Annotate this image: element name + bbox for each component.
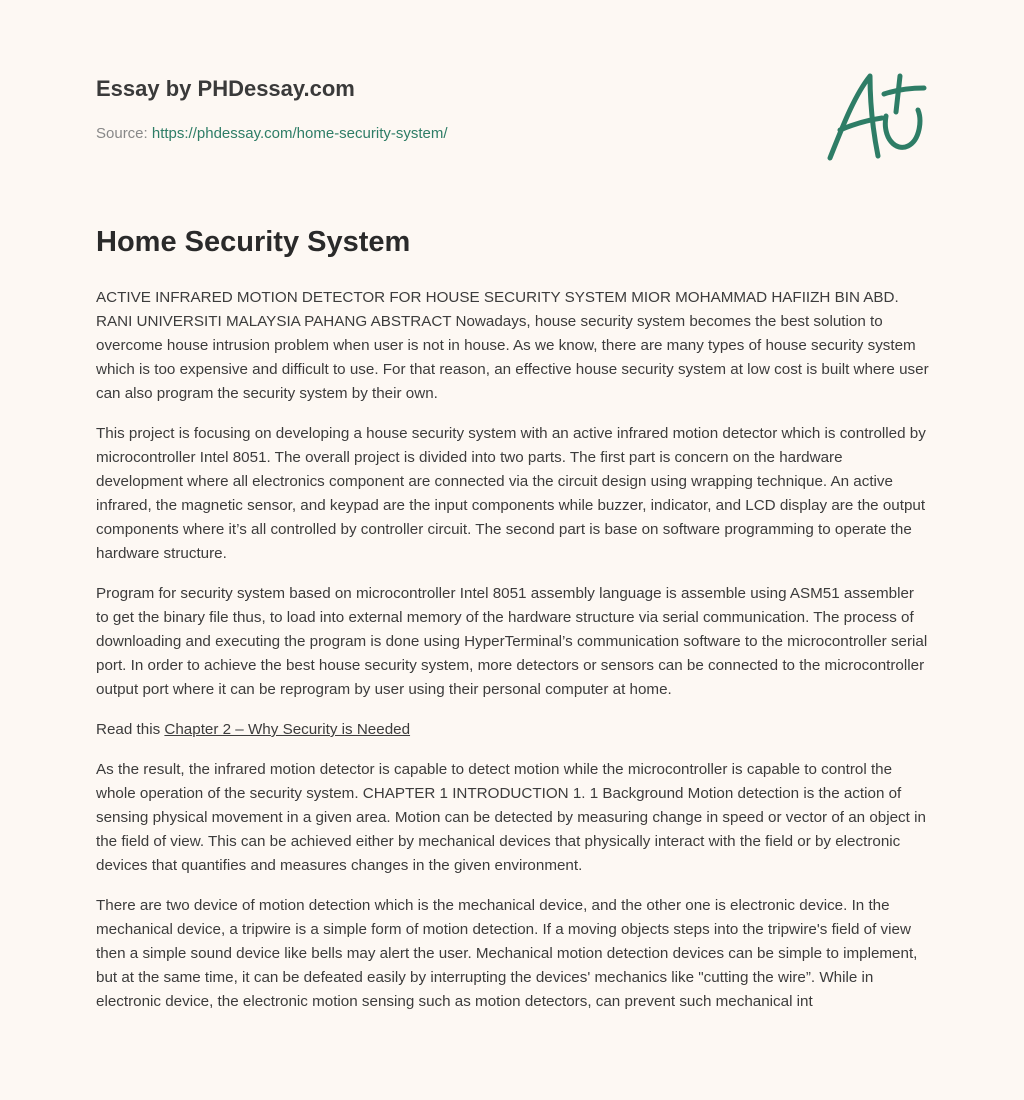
paragraph: Program for security system based on microcontroller Intel 8051 assembly language is assemble using ASM51 assembler to get the binary file thus, to load into external memory of the hardware structure via serial communication. The process of downloading and executing the program is done using HyperTerminal’s communication software to the microcontroller serial port. In order to achieve the best house security system, more detectors or sensors can be connected to the microcontroller output port where it can be reprogram by user using their personal computer at home. <box>96 585 928 698</box>
related-essay-link[interactable]: Chapter 2 – Why Security is Needed <box>164 721 411 738</box>
paragraph: There are two device of motion detection which is the mechanical device, and the other one is electronic device. In the mechanical device, a tripwire is a simple form of motion detection. If a moving objects steps into the tripwire's field of view then a simple sound device like bells may alert the user. Mechanical motion detection devices can be simple to implement, but at the same time, it can be defeated easily by interrupting the devices' mechanics like "cutting the wire”. While in electronic device, the electronic motion sensing such as motion detectors, can prevent such mechanical int <box>96 897 918 1010</box>
paragraph: This project is focusing on developing a house security system with an active infrared motion detector which is controlled by microcontroller Intel 8051. The overall project is divided into two parts. The first part is concern on the hardware development where all electronics component are connected via the circuit design using wrapping technique. An active infrared, the magnetic sensor, and keypad are the input components while buzzer, indicator, and LCD display are the output components where it’s all controlled by controller circuit. The second part is base on software programming to operate the hardware structure. <box>96 425 926 562</box>
read-this-line <box>96 718 930 742</box>
paragraph: As the result, the infrared motion detector is capable to detect motion while the microcontroller is capable to control the whole operation of the security system. CHAPTER 1 INTRODUCTION 1. 1 Background Motion detection is the action of sensing physical movement in a given area. Motion can be detected by measuring change in speed or vector of an object in the field of view. This can be achieved either by mechanical devices that physically interact with the field or by electronic devices that quantifies and measures changes in the given environment. <box>96 761 926 874</box>
source-link[interactable]: https://phdessay.com/home-security-system/ <box>151 125 448 142</box>
a-plus-logo-icon <box>820 68 930 168</box>
source-line <box>96 125 448 142</box>
read-this-prefix: Read this <box>96 721 165 738</box>
site-brand: Essay by PHDessay.com <box>96 76 355 101</box>
source-label: Source: <box>96 125 152 142</box>
paragraph: ACTIVE INFRARED MOTION DETECTOR FOR HOUSE SECURITY SYSTEM MIOR MOHAMMAD HAFIIZH BIN ABD. RANI UNIVERSITI MALAYSIA PAHANG ABSTRACT Nowadays, house security system becomes the best solution to overcome house intrusion problem when user is not in house. As we know, there are many types of house security system which is too expensive and difficult to use. For that reason, an effective house security system at low cost is built where user can also program the security system by their own. <box>96 289 929 402</box>
article-body <box>96 286 930 1030</box>
page-title: Home Security System <box>96 226 411 258</box>
